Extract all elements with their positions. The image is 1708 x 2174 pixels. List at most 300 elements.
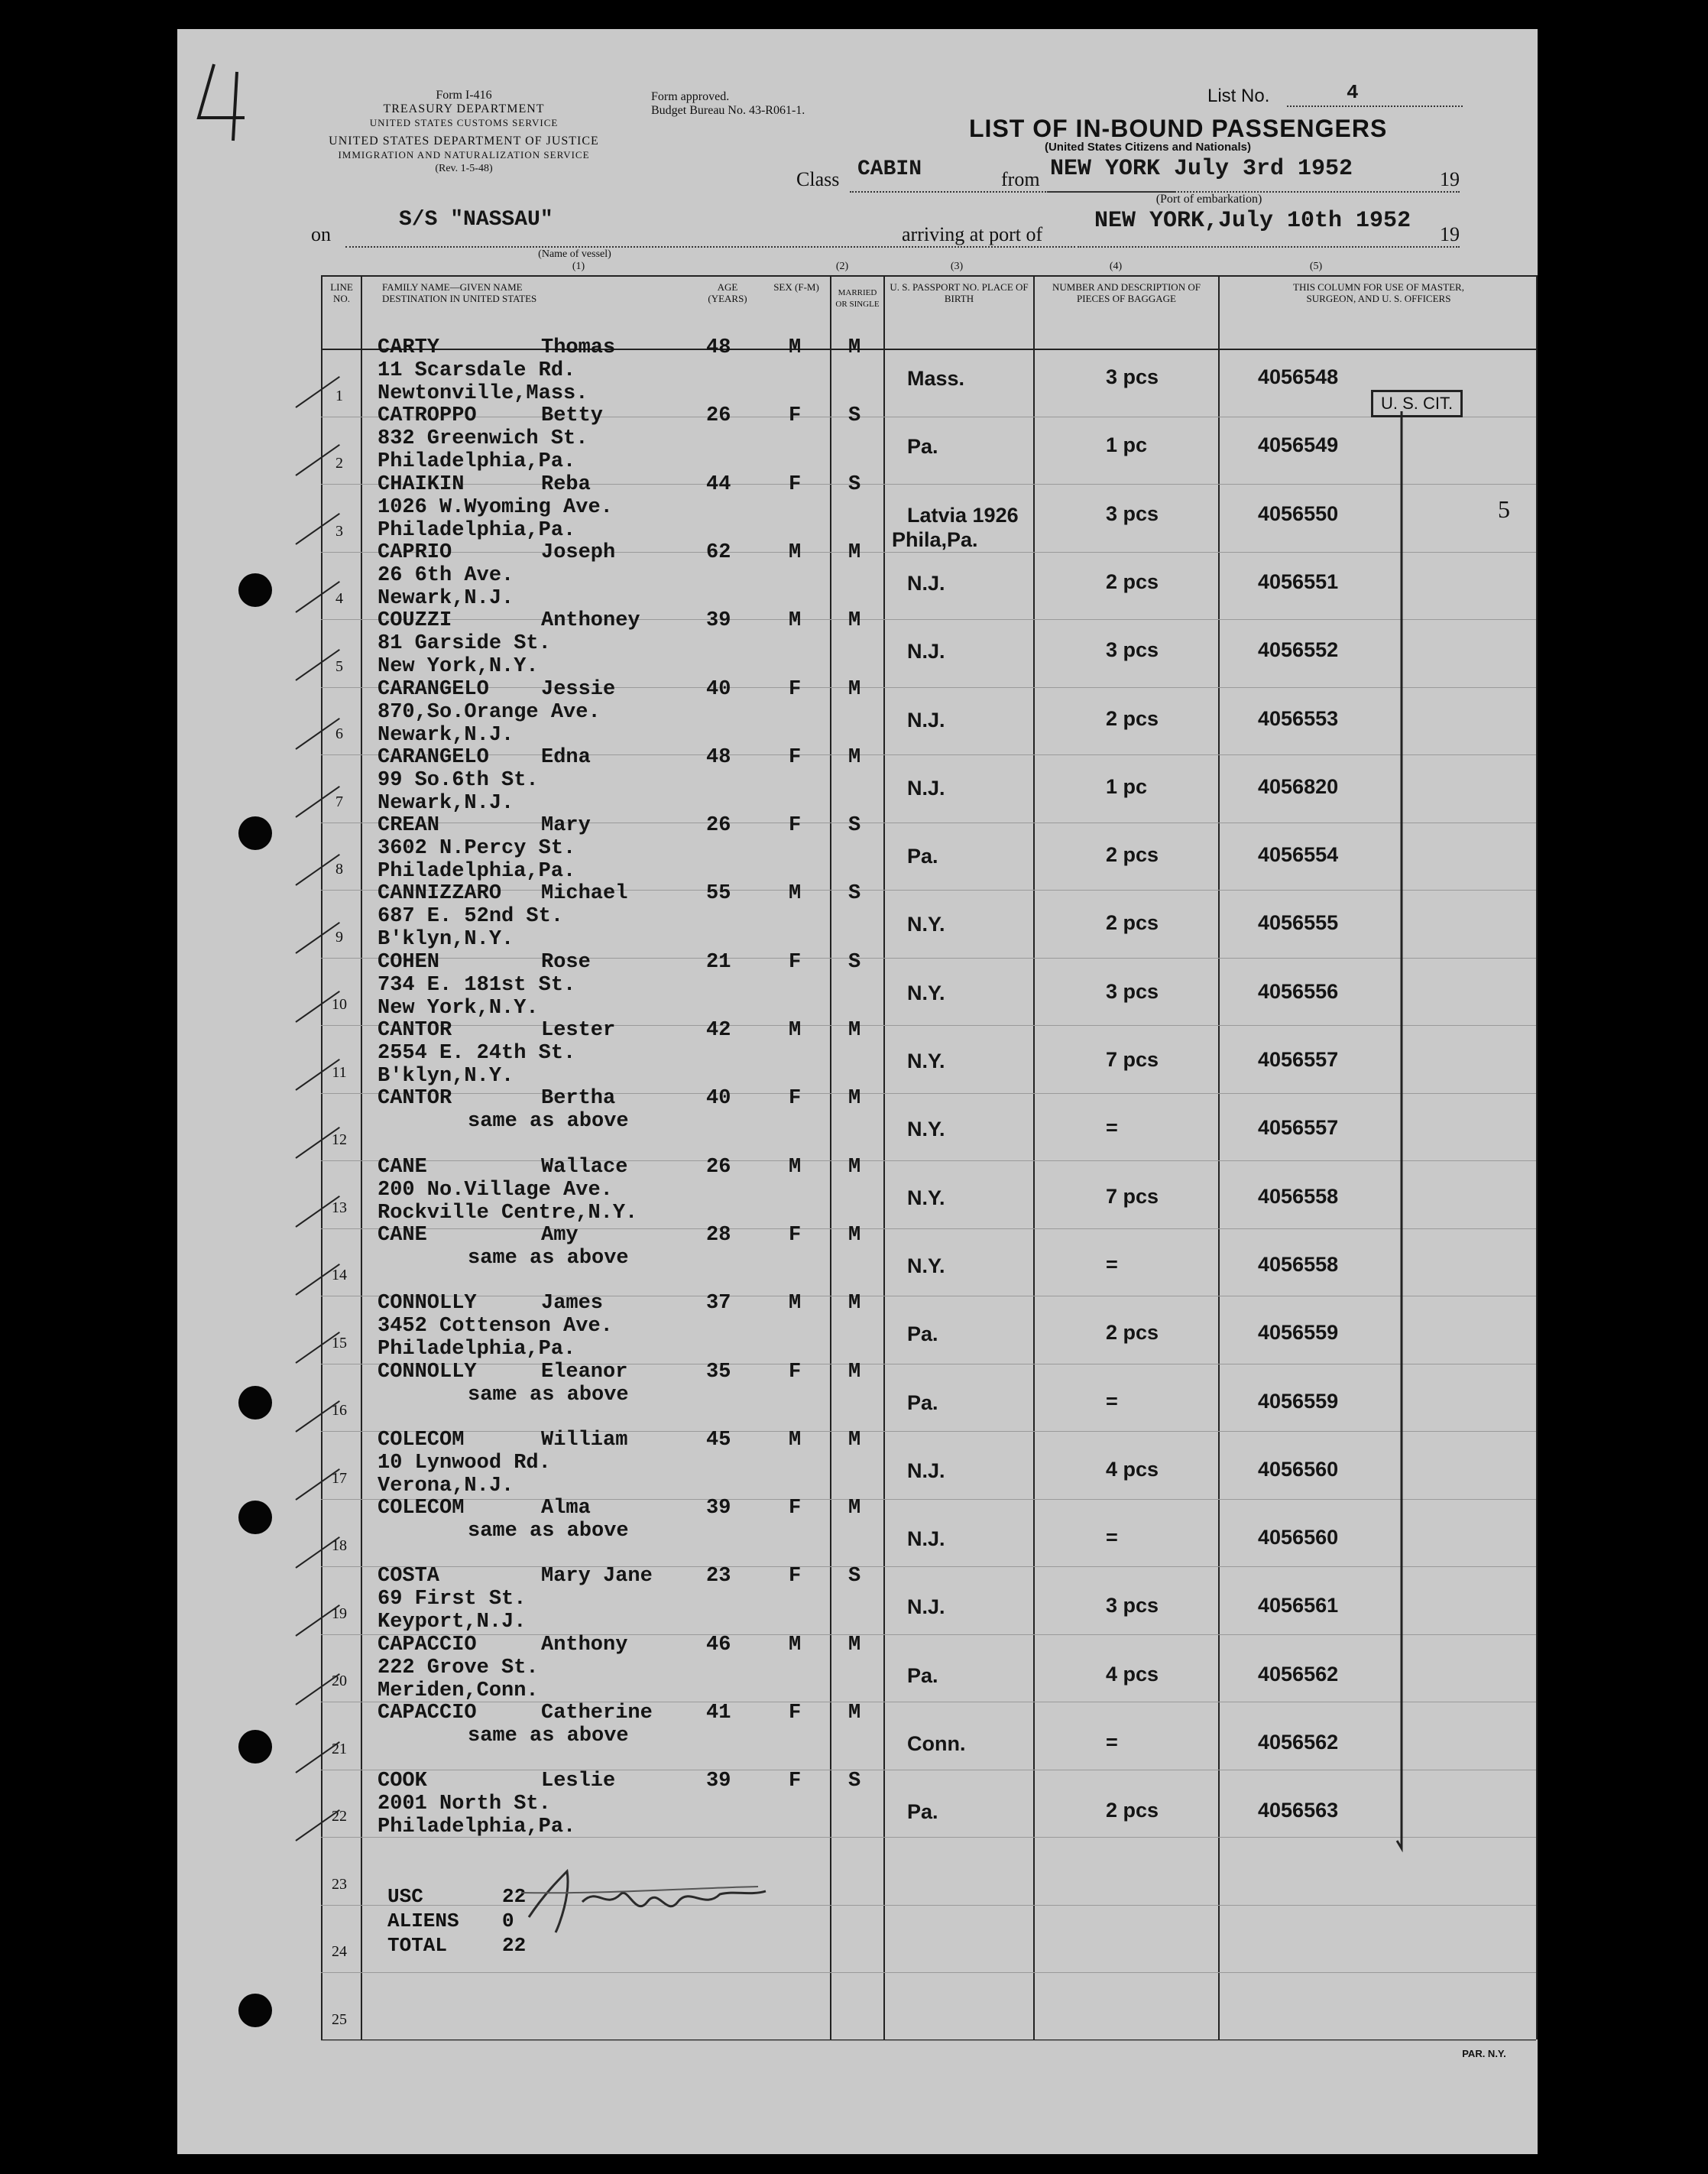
- passenger-birthplace: N.Y.: [907, 1186, 945, 1209]
- header-name: FAMILY NAME—GIVEN NAME DESTINATION IN UNITED STATES: [382, 281, 537, 304]
- punch-hole: [238, 1994, 272, 2027]
- form-subtitle: (United States Citizens and Nationals): [1044, 141, 1252, 154]
- header-bottom-border: [321, 349, 1536, 350]
- passenger-address: 832 Greenwich St.: [378, 427, 588, 451]
- passenger-document-no: 4056562: [1258, 1662, 1339, 1686]
- passenger-address: 222 Grove St.: [378, 1656, 539, 1679]
- passenger-document-no: 4056555: [1258, 911, 1339, 935]
- passenger-birthplace: Pa.: [907, 1390, 938, 1414]
- passenger-birthplace: Pa.: [907, 1663, 938, 1687]
- passenger-sex: F: [789, 950, 802, 974]
- passenger-age: 39: [706, 1770, 731, 1793]
- line-number: 9: [335, 928, 343, 946]
- passenger-city: New York,N.Y.: [378, 655, 539, 679]
- line-number: 24: [332, 1943, 347, 1960]
- passenger-family-name: COSTA: [378, 1565, 440, 1588]
- passenger-age: 35: [706, 1360, 731, 1384]
- class-label: Class: [796, 168, 840, 190]
- passenger-address: 1026 W.Wyoming Ave.: [378, 495, 613, 519]
- bracket-line: [1385, 411, 1431, 1864]
- passenger-marital-status: M: [848, 1292, 861, 1316]
- line-rule: [321, 754, 1536, 755]
- passenger-document-no: 4056550: [1258, 501, 1339, 525]
- passenger-age: 46: [706, 1633, 731, 1656]
- passenger-city: Philadelphia,Pa.: [378, 1338, 576, 1361]
- passenger-birthplace: Mass.: [907, 367, 965, 390]
- passenger-baggage: =: [1106, 1731, 1118, 1754]
- passenger-marital-status: M: [848, 1497, 861, 1520]
- passenger-given-name: Michael: [541, 882, 628, 906]
- line-rule: [321, 1228, 1536, 1229]
- passenger-city: Newark,N.J.: [378, 723, 514, 747]
- line-number: 18: [332, 1537, 347, 1554]
- passenger-marital-status: M: [848, 336, 861, 359]
- table-top-border: [321, 275, 1536, 277]
- vessel-name: S/S "NASSAU": [399, 208, 553, 232]
- passenger-family-name: CARTY: [378, 336, 440, 359]
- passenger-sex: M: [789, 1292, 802, 1316]
- passenger-city: Newtonville,Mass.: [378, 382, 588, 405]
- passenger-sex: F: [789, 472, 802, 496]
- passenger-sex: F: [789, 1565, 802, 1588]
- passenger-age: 40: [706, 1087, 731, 1111]
- manifest-sheet: [177, 29, 1538, 2154]
- col-num-5: (5): [1309, 261, 1323, 272]
- passenger-given-name: William: [541, 1428, 628, 1452]
- passenger-given-name: Mary Jane: [541, 1565, 653, 1588]
- passenger-birthplace: N.J.: [907, 1459, 945, 1482]
- aliens-label: ALIENS: [387, 1910, 459, 1932]
- line-number: 16: [332, 1402, 347, 1419]
- passenger-age: 26: [706, 814, 731, 838]
- justice-dept: UNITED STATES DEPARTMENT OF JUSTICE: [329, 135, 599, 148]
- passenger-birthplace: N.J.: [907, 571, 945, 595]
- passenger-marital-status: M: [848, 1019, 861, 1042]
- passenger-baggage: 3 pcs: [1106, 501, 1159, 525]
- totals-block: [387, 1884, 526, 1958]
- line-number: 4: [335, 590, 343, 607]
- passenger-address: 2554 E. 24th St.: [378, 1042, 576, 1065]
- passenger-marital-status: M: [848, 745, 861, 769]
- passenger-sex: M: [789, 1019, 802, 1042]
- passenger-sex: F: [789, 745, 802, 769]
- line-number: 25: [332, 2010, 347, 2028]
- passenger-sex: F: [789, 1497, 802, 1520]
- margin-mark: 5: [1498, 495, 1510, 523]
- line-rule: [321, 619, 1536, 620]
- col-border-officers: [1218, 275, 1220, 2039]
- year-suffix-2: 19: [1440, 223, 1460, 245]
- line-number: 22: [332, 1808, 347, 1825]
- passenger-family-name: CANTOR: [378, 1087, 452, 1111]
- line-rule: [321, 1499, 1536, 1500]
- header-passport: U. S. PASSPORT NO. PLACE OF BIRTH: [890, 281, 1029, 304]
- passenger-family-name: CANNIZZARO: [378, 882, 502, 906]
- passenger-baggage: 1 pc: [1106, 433, 1148, 457]
- us-citizen-stamp: U. S. CIT.: [1371, 390, 1463, 417]
- passenger-age: 23: [706, 1565, 731, 1588]
- passenger-family-name: CANE: [378, 1155, 427, 1179]
- passenger-given-name: Leslie: [541, 1770, 616, 1793]
- passenger-address: 11 Scarsdale Rd.: [378, 359, 576, 382]
- passenger-document-no: 4056554: [1258, 843, 1339, 867]
- punch-hole: [238, 1730, 272, 1764]
- col-num-4: (4): [1109, 261, 1123, 272]
- passenger-family-name: CONNOLLY: [378, 1292, 477, 1316]
- on-label: on: [311, 223, 331, 245]
- passenger-given-name: Reba: [541, 472, 591, 496]
- passenger-family-name: CREAN: [378, 814, 440, 838]
- passenger-birthplace: Latvia 1926: [907, 503, 1019, 527]
- line-rule: [321, 1634, 1536, 1635]
- passenger-family-name: CANTOR: [378, 1019, 452, 1042]
- passenger-age: 44: [706, 472, 731, 496]
- passenger-city: Meriden,Conn.: [378, 1679, 539, 1702]
- passenger-address: 99 So.6th St.: [378, 768, 539, 792]
- col-num-1: (1): [572, 261, 585, 272]
- line-number: 14: [332, 1267, 347, 1283]
- passenger-birthplace: N.Y.: [907, 913, 945, 936]
- passenger-age: 39: [706, 609, 731, 633]
- line-rule: [321, 1093, 1536, 1094]
- passenger-given-name: Betty: [541, 404, 604, 428]
- passenger-baggage: 7 pcs: [1106, 1048, 1159, 1071]
- passenger-baggage: =: [1106, 1526, 1118, 1549]
- line-number: 11: [332, 1063, 347, 1081]
- passenger-birthplace: N.Y.: [907, 981, 945, 1004]
- passenger-baggage: 1 pc: [1106, 774, 1148, 798]
- usc-label: USC: [387, 1885, 423, 1908]
- passenger-family-name: COLECOM: [378, 1497, 465, 1520]
- line-rule: [321, 1972, 1536, 1973]
- passenger-document-no: 4056549: [1258, 433, 1339, 457]
- passenger-birthplace: Conn.: [907, 1732, 966, 1755]
- list-no-label: List No.: [1207, 86, 1270, 106]
- passenger-birthplace: N.Y.: [907, 1254, 945, 1277]
- passenger-family-name: CAPACCIO: [378, 1633, 477, 1656]
- passenger-baggage: 4 pcs: [1106, 1662, 1159, 1686]
- header-age: AGE (YEARS): [708, 281, 747, 304]
- embark-note: (Port of embarkation): [1155, 193, 1262, 206]
- passenger-address: 3602 N.Percy St.: [378, 837, 576, 861]
- line-number: 1: [335, 387, 343, 404]
- arriving-value: NEW YORK,July 10th 1952: [1094, 208, 1411, 234]
- passenger-family-name: CHAIKIN: [378, 472, 465, 496]
- line-number: 13: [332, 1199, 347, 1216]
- customs-service: UNITED STATES CUSTOMS SERVICE: [369, 117, 559, 128]
- line-rule: [321, 1025, 1536, 1026]
- passenger-marital-status: M: [848, 1702, 861, 1725]
- passenger-given-name: Mary: [541, 814, 591, 838]
- col-border-married: [830, 275, 831, 2039]
- passenger-document-no: 4056552: [1258, 638, 1339, 662]
- passenger-baggage: 2 pcs: [1106, 843, 1159, 867]
- aliens-count: 0: [502, 1910, 514, 1932]
- passenger-baggage: 2 pcs: [1106, 911, 1159, 935]
- passenger-document-no: 4056556: [1258, 979, 1339, 1003]
- passenger-document-no: 4056548: [1258, 365, 1339, 388]
- line-number: 20: [332, 1673, 347, 1689]
- passenger-document-no: 4056562: [1258, 1731, 1339, 1754]
- printer-mark: PAR. N.Y.: [1462, 2048, 1506, 2059]
- col-num-2: (2): [835, 261, 849, 272]
- line-number: 19: [332, 1605, 347, 1622]
- passenger-marital-status: S: [848, 950, 861, 974]
- passenger-sex: M: [789, 540, 802, 564]
- passenger-given-name: Eleanor: [541, 1360, 628, 1384]
- passenger-family-name: COOK: [378, 1770, 427, 1793]
- passenger-birthplace: Pa.: [907, 1800, 938, 1824]
- passenger-age: 48: [706, 336, 731, 359]
- passenger-family-name: CARANGELO: [378, 745, 489, 769]
- line-number: 8: [335, 861, 343, 878]
- line-number: 7: [335, 793, 343, 810]
- line-number: 15: [332, 1334, 347, 1351]
- passenger-city: New York,N.Y.: [378, 996, 539, 1020]
- passenger-city: Philadelphia,Pa.: [378, 450, 576, 474]
- passenger-family-name: CARANGELO: [378, 677, 489, 701]
- passenger-address: same as above: [468, 1520, 629, 1543]
- passenger-address: 2001 North St.: [378, 1793, 551, 1816]
- passenger-marital-status: M: [848, 1223, 861, 1247]
- passenger-age: 26: [706, 1155, 731, 1179]
- passenger-baggage: =: [1106, 1389, 1118, 1413]
- passenger-birthplace-2: Phila,Pa.: [892, 527, 978, 551]
- form-approved: Form approved.: [651, 90, 730, 103]
- passenger-birthplace: N.Y.: [907, 1118, 945, 1141]
- col-num-3: (3): [950, 261, 964, 272]
- passenger-baggage: 2 pcs: [1106, 1799, 1159, 1822]
- passenger-given-name: Amy: [541, 1223, 579, 1247]
- passenger-city: Verona,N.J.: [378, 1474, 514, 1497]
- col-border-line: [361, 275, 362, 2039]
- passenger-marital-status: M: [848, 1155, 861, 1179]
- passenger-baggage: 3 pcs: [1106, 365, 1159, 388]
- year-suffix: 19: [1440, 168, 1460, 190]
- passenger-baggage: 4 pcs: [1106, 1457, 1159, 1481]
- passenger-age: 39: [706, 1497, 731, 1520]
- passenger-marital-status: S: [848, 404, 861, 428]
- total-count: 22: [502, 1934, 527, 1957]
- passenger-address: 3452 Cottenson Ave.: [378, 1315, 613, 1338]
- passenger-baggage: 3 pcs: [1106, 1594, 1159, 1618]
- header-officers: THIS COLUMN FOR USE OF MASTER, SURGEON, AND U. S. OFFICERS: [1293, 281, 1464, 304]
- line-rule: [321, 1566, 1536, 1567]
- passenger-address: 69 First St.: [378, 1588, 527, 1611]
- arriving-line: [1078, 246, 1460, 248]
- line-number: 5: [335, 657, 343, 675]
- passenger-sex: F: [789, 1087, 802, 1111]
- passenger-marital-status: M: [848, 1633, 861, 1656]
- passenger-baggage: =: [1106, 1252, 1118, 1276]
- passenger-city: B'klyn,N.Y.: [378, 928, 514, 952]
- passenger-city: Rockville Centre,N.Y.: [378, 1201, 638, 1225]
- from-label: from: [1001, 168, 1040, 190]
- passenger-marital-status: M: [848, 1360, 861, 1384]
- passenger-baggage: 7 pcs: [1106, 1184, 1159, 1208]
- passenger-age: 21: [706, 950, 731, 974]
- passenger-document-no: 4056559: [1258, 1389, 1339, 1413]
- passenger-sex: F: [789, 1770, 802, 1793]
- passenger-address: same as above: [468, 1725, 629, 1747]
- passenger-age: 55: [706, 882, 731, 906]
- passenger-marital-status: S: [848, 814, 861, 838]
- passenger-address: 687 E. 52nd St.: [378, 905, 564, 929]
- passenger-given-name: Thomas: [541, 336, 616, 359]
- passenger-marital-status: S: [848, 882, 861, 906]
- passenger-birthplace: N.J.: [907, 1527, 945, 1551]
- passenger-sex: F: [789, 1702, 802, 1725]
- passenger-birthplace: Pa.: [907, 845, 938, 868]
- passenger-age: 45: [706, 1428, 731, 1452]
- passenger-baggage: 2 pcs: [1106, 569, 1159, 593]
- line-number: 23: [332, 1875, 347, 1893]
- passenger-address: 734 E. 181st St.: [378, 973, 576, 997]
- passenger-birthplace: N.Y.: [907, 1050, 945, 1072]
- passenger-marital-status: S: [848, 1565, 861, 1588]
- passenger-sex: M: [789, 609, 802, 633]
- passenger-age: 62: [706, 540, 731, 564]
- passenger-family-name: CATROPPO: [378, 404, 477, 428]
- line-rule: [321, 890, 1536, 891]
- punch-hole: [238, 816, 272, 850]
- passenger-marital-status: M: [848, 1087, 861, 1111]
- passenger-family-name: CONNOLLY: [378, 1360, 477, 1384]
- line-number: 10: [332, 996, 347, 1013]
- passenger-given-name: Anthony: [541, 1633, 628, 1656]
- treasury-dept: TREASURY DEPARTMENT: [383, 102, 545, 115]
- passenger-document-no: 4056557: [1258, 1116, 1339, 1140]
- passenger-address: 81 Garside St.: [378, 632, 551, 656]
- passenger-city: Philadelphia,Pa.: [378, 860, 576, 884]
- passenger-document-no: 4056551: [1258, 569, 1339, 593]
- passenger-sex: M: [789, 1428, 802, 1452]
- form-number: Form I-416: [436, 89, 492, 102]
- passenger-marital-status: M: [848, 677, 861, 701]
- passenger-given-name: James: [541, 1292, 604, 1316]
- passenger-age: 37: [706, 1292, 731, 1316]
- passenger-family-name: CAPACCIO: [378, 1702, 477, 1725]
- header-married: MARRIED OR SINGLE: [835, 288, 880, 309]
- col-border-baggage: [1033, 275, 1035, 2039]
- from-value: NEW YORK July 3rd 1952: [1050, 156, 1353, 182]
- passenger-baggage: 3 pcs: [1106, 638, 1159, 662]
- passenger-age: 40: [706, 677, 731, 701]
- passenger-given-name: Rose: [541, 950, 591, 974]
- line-number: 2: [335, 455, 343, 472]
- passenger-sex: M: [789, 1633, 802, 1656]
- passenger-address: same as above: [468, 1383, 629, 1407]
- total-label: TOTAL: [387, 1934, 448, 1957]
- arriving-label: arriving at port of: [902, 223, 1043, 245]
- passenger-given-name: Bertha: [541, 1087, 616, 1111]
- col-border-left: [321, 275, 322, 2039]
- line-number: 17: [332, 1469, 347, 1487]
- passenger-baggage: 2 pcs: [1106, 1321, 1159, 1345]
- passenger-given-name: Edna: [541, 745, 591, 769]
- passenger-document-no: 4056558: [1258, 1184, 1339, 1208]
- passenger-document-no: 4056557: [1258, 1048, 1339, 1071]
- passenger-address: same as above: [468, 1110, 629, 1134]
- passenger-given-name: Joseph: [541, 540, 616, 564]
- passenger-age: 48: [706, 745, 731, 769]
- usc-count: 22: [502, 1885, 527, 1908]
- ins-service: IMMIGRATION AND NATURALIZATION SERVICE: [338, 149, 590, 161]
- passenger-baggage: =: [1106, 1116, 1118, 1140]
- passenger-birthplace: N.J.: [907, 708, 945, 732]
- passenger-family-name: COUZZI: [378, 609, 452, 633]
- passenger-age: 28: [706, 1223, 731, 1247]
- passenger-document-no: 4056820: [1258, 774, 1339, 798]
- punch-hole: [238, 573, 272, 607]
- officer-signature: [514, 1848, 773, 1940]
- passenger-city: Philadelphia,Pa.: [378, 518, 576, 542]
- line-number: 21: [332, 1740, 347, 1757]
- header-baggage: NUMBER AND DESCRIPTION OF PIECES OF BAGGAGE: [1052, 281, 1201, 304]
- vessel-line: [345, 246, 1075, 248]
- col-border-right: [1536, 275, 1538, 2039]
- passenger-address: 200 No.Village Ave.: [378, 1178, 613, 1202]
- line-rule: [321, 1160, 1536, 1161]
- list-no-line: [1287, 105, 1463, 107]
- passenger-city: Newark,N.J.: [378, 791, 514, 815]
- passenger-marital-status: M: [848, 540, 861, 564]
- passenger-address: same as above: [468, 1246, 629, 1270]
- punch-hole: [238, 1386, 272, 1420]
- passenger-sex: F: [789, 1223, 802, 1247]
- passenger-age: 41: [706, 1702, 731, 1725]
- passenger-given-name: Wallace: [541, 1155, 628, 1179]
- passenger-birthplace: Pa.: [907, 1322, 938, 1346]
- punch-hole: [238, 1501, 272, 1534]
- passenger-sex: M: [789, 1155, 802, 1179]
- passenger-sex: F: [789, 1360, 802, 1384]
- passenger-city: B'klyn,N.Y.: [378, 1065, 514, 1088]
- passenger-sex: F: [789, 404, 802, 428]
- passenger-marital-status: S: [848, 472, 861, 496]
- passenger-given-name: Lester: [541, 1019, 616, 1042]
- corner-mark: [191, 57, 275, 148]
- form-title: LIST OF IN-BOUND PASSENGERS: [969, 115, 1388, 142]
- passenger-marital-status: M: [848, 609, 861, 633]
- revision: (Rev. 1-5-48): [435, 163, 493, 174]
- passenger-baggage: 3 pcs: [1106, 979, 1159, 1003]
- passenger-birthplace: Pa.: [907, 435, 938, 459]
- passenger-birthplace: N.J.: [907, 1595, 945, 1619]
- list-no-value: 4: [1347, 81, 1359, 104]
- passenger-sex: F: [789, 677, 802, 701]
- header-line-no: LINE NO.: [330, 281, 353, 304]
- passenger-address: 26 6th Ave.: [378, 563, 514, 587]
- line-number: 6: [335, 725, 343, 742]
- passenger-sex: M: [789, 336, 802, 359]
- passenger-address: 10 Lynwood Rd.: [378, 1451, 551, 1475]
- col-border-passport: [883, 275, 885, 2039]
- passenger-city: Newark,N.J.: [378, 586, 514, 610]
- line-rule: [321, 1431, 1536, 1432]
- line-rule: [321, 552, 1536, 553]
- line-rule: [321, 484, 1536, 485]
- passenger-family-name: CAPRIO: [378, 540, 452, 564]
- passenger-document-no: 4056560: [1258, 1457, 1339, 1481]
- passenger-family-name: COHEN: [378, 950, 440, 974]
- passenger-address: 870,So.Orange Ave.: [378, 700, 601, 724]
- passenger-marital-status: S: [848, 1770, 861, 1793]
- passenger-birthplace: N.J.: [907, 776, 945, 800]
- line-rule: [321, 958, 1536, 959]
- passenger-given-name: Alma: [541, 1497, 591, 1520]
- passenger-document-no: 4056553: [1258, 706, 1339, 730]
